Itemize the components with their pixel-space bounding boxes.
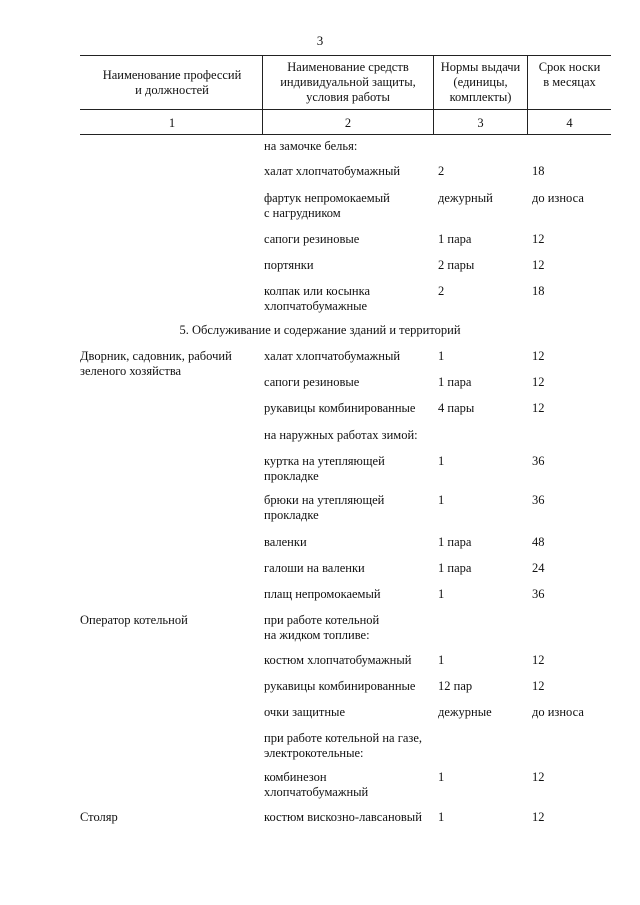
cell-norm: 1 — [438, 653, 445, 667]
column-number-2: 2 — [344, 116, 352, 130]
cell-profession: Оператор котельной — [80, 613, 188, 627]
cell-norm: 4 пары — [438, 401, 475, 415]
cell-term: 12 — [532, 232, 545, 246]
cell-term: 12 — [532, 653, 545, 667]
cell-term: до износа — [532, 191, 584, 205]
cell-norm: дежурный — [438, 191, 493, 205]
cell-norm: дежурные — [438, 705, 492, 719]
header-divider — [80, 109, 611, 110]
cell-term: 36 — [532, 493, 545, 507]
header-issue-norms: Нормы выдачи (единицы, комплекты) — [440, 60, 521, 104]
cell-item: фартук непромокаемый с нагрудником — [264, 191, 390, 220]
cell-item: костюм вискозно-лавсановый — [264, 810, 422, 824]
cell-item: на наружных работах зимой: — [264, 428, 418, 442]
cell-term: 48 — [532, 535, 545, 549]
cell-item: брюки на утепляющей прокладке — [264, 493, 385, 522]
cell-norm: 2 пары — [438, 258, 475, 272]
cell-item: колпак или косынка хлопчатобумажные — [264, 284, 371, 313]
cell-norm: 1 — [438, 587, 445, 601]
cell-item: халат хлопчатобумажный — [264, 349, 401, 363]
cell-norm: 1 — [438, 349, 445, 363]
cell-term: 36 — [532, 587, 545, 601]
cell-item: костюм хлопчатобумажный — [264, 653, 412, 667]
cell-term: до износа — [532, 705, 584, 719]
cell-item: галоши на валенки — [264, 561, 365, 575]
cell-norm: 2 — [438, 284, 445, 298]
cell-term: 12 — [532, 770, 545, 784]
cell-item: при работе котельной на газе, электрокотельные: — [264, 731, 423, 760]
cell-item: рукавицы комбинированные — [264, 679, 416, 693]
cell-term: 18 — [532, 284, 545, 298]
cell-term: 12 — [532, 258, 545, 272]
cell-item: рукавицы комбинированные — [264, 401, 416, 415]
table-top-border — [80, 55, 611, 56]
cell-item: халат хлопчатобумажный — [264, 164, 401, 178]
cell-profession: Дворник, садовник, рабочий зеленого хозяйства — [80, 349, 232, 378]
cell-term: 12 — [532, 401, 545, 415]
cell-item: на замочке белья: — [264, 139, 358, 153]
header-bottom-border — [80, 134, 611, 135]
cell-item: сапоги резиновые — [264, 232, 360, 246]
cell-item: при работе котельной на жидком топливе: — [264, 613, 380, 642]
cell-item: плащ непромокаемый — [264, 587, 381, 601]
column-number-3: 3 — [477, 116, 484, 130]
cell-item: куртка на утепляющей прокладке — [264, 454, 385, 483]
column-number-1: 1 — [168, 116, 176, 130]
cell-norm: 1 — [438, 810, 445, 824]
column-number-4: 4 — [566, 116, 573, 130]
cell-norm: 1 пара — [438, 535, 472, 549]
header-wear-term: Срок носки в месяцах — [538, 60, 601, 89]
header-protection-means: Наименование средств индивидуальной защиты, условия работы — [280, 60, 416, 104]
cell-term: 12 — [532, 375, 545, 389]
cell-profession: Столяр — [80, 810, 118, 824]
cell-norm: 1 — [438, 493, 445, 507]
section-title: 5. Обслуживание и содержание зданий и территорий — [179, 323, 461, 337]
cell-term: 36 — [532, 454, 545, 468]
header-profession: Наименование профессий и должностей — [102, 68, 242, 97]
cell-norm: 1 пара — [438, 232, 472, 246]
cell-norm: 1 пара — [438, 375, 472, 389]
cell-norm: 1 — [438, 454, 445, 468]
cell-term: 12 — [532, 810, 545, 824]
cell-norm: 1 — [438, 770, 445, 784]
cell-term: 12 — [532, 349, 545, 363]
cell-term: 12 — [532, 679, 545, 693]
cell-item: валенки — [264, 535, 307, 549]
cell-norm: 1 пара — [438, 561, 472, 575]
cell-term: 24 — [532, 561, 545, 575]
cell-norm: 2 — [438, 164, 445, 178]
page-number: 3 — [316, 33, 324, 48]
cell-item: сапоги резиновые — [264, 375, 360, 389]
cell-item: портянки — [264, 258, 314, 272]
cell-item: комбинезон хлопчатобумажный — [264, 770, 369, 799]
cell-norm: 12 пар — [438, 679, 473, 693]
cell-item: очки защитные — [264, 705, 345, 719]
cell-term: 18 — [532, 164, 545, 178]
